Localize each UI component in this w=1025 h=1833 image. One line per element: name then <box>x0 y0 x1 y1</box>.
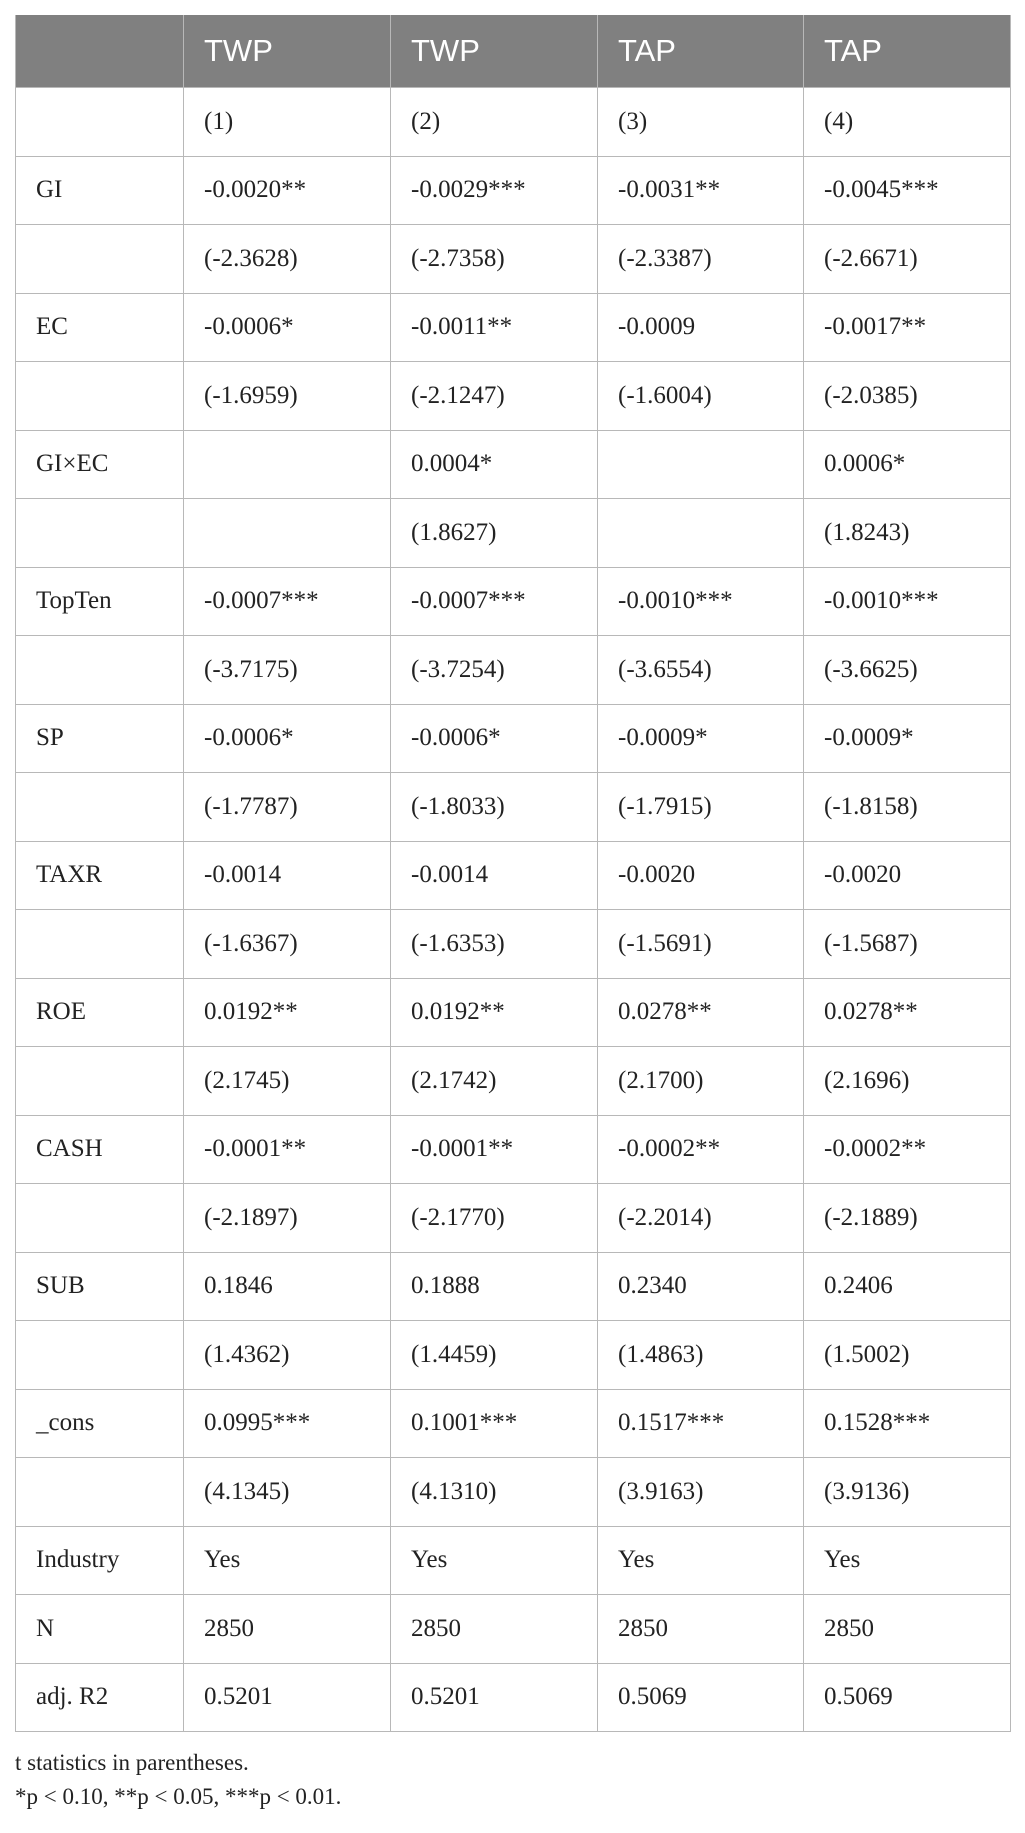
header-cell-model-1: TWP <box>184 15 391 88</box>
value-cell: 0.5069 <box>598 1663 804 1732</box>
table-notes <box>15 1746 1010 1814</box>
value-cell: -0.0010*** <box>598 567 804 636</box>
value-cell: -0.0020 <box>598 841 804 910</box>
value-cell: 2850 <box>391 1595 598 1664</box>
table-row <box>16 567 1011 636</box>
row-label-cell <box>16 773 184 842</box>
value-cell: 0.0192** <box>184 978 391 1047</box>
value-cell: (-1.6353) <box>391 910 598 979</box>
value-cell: Yes <box>804 1526 1011 1595</box>
value-cell: (3.9136) <box>804 1458 1011 1527</box>
value-cell: -0.0014 <box>184 841 391 910</box>
row-label-cell: TAXR <box>16 841 184 910</box>
table-row <box>16 1047 1011 1116</box>
value-cell: (-1.6367) <box>184 910 391 979</box>
header-cell-model-3: TAP <box>598 15 804 88</box>
row-label-cell <box>16 910 184 979</box>
row-label-cell <box>16 636 184 705</box>
value-cell: 0.5201 <box>184 1663 391 1732</box>
value-cell: 0.1517*** <box>598 1389 804 1458</box>
value-cell: -0.0020 <box>804 841 1011 910</box>
table-row <box>16 362 1011 431</box>
value-cell: (-1.5687) <box>804 910 1011 979</box>
value-cell: (2.1745) <box>184 1047 391 1116</box>
value-cell: -0.0014 <box>391 841 598 910</box>
value-cell: (-1.7915) <box>598 773 804 842</box>
value-cell: (-2.6671) <box>804 225 1011 294</box>
header-row <box>16 15 1011 88</box>
value-cell: (1.8627) <box>391 499 598 568</box>
row-label-cell <box>16 225 184 294</box>
value-cell: 0.5201 <box>391 1663 598 1732</box>
value-cell: (2.1696) <box>804 1047 1011 1116</box>
table-row <box>16 636 1011 705</box>
value-cell: (4.1345) <box>184 1458 391 1527</box>
note-t-statistics: t statistics in parentheses. <box>15 1750 249 1775</box>
value-cell: (1.4459) <box>391 1321 598 1390</box>
value-cell: (-2.7358) <box>391 225 598 294</box>
value-cell: (1.5002) <box>804 1321 1011 1390</box>
row-label-cell: SP <box>16 704 184 773</box>
value-cell: -0.0001** <box>184 1115 391 1184</box>
value-cell: Yes <box>391 1526 598 1595</box>
value-cell: (2.1700) <box>598 1047 804 1116</box>
row-label-cell: N <box>16 1595 184 1664</box>
row-label-cell <box>16 1458 184 1527</box>
row-label-cell: CASH <box>16 1115 184 1184</box>
value-cell: (-3.7175) <box>184 636 391 705</box>
value-cell: -0.0006* <box>184 293 391 362</box>
row-label-cell <box>16 1184 184 1253</box>
value-cell: (1.4863) <box>598 1321 804 1390</box>
row-label-cell <box>16 1321 184 1390</box>
value-cell: (-1.8033) <box>391 773 598 842</box>
regression-table-container <box>15 15 1010 1732</box>
value-cell: 2850 <box>804 1595 1011 1664</box>
value-cell: -0.0007*** <box>184 567 391 636</box>
value-cell: Yes <box>598 1526 804 1595</box>
value-cell: (1.4362) <box>184 1321 391 1390</box>
value-cell: (4) <box>804 88 1011 157</box>
value-cell: (-1.5691) <box>598 910 804 979</box>
value-cell: (-1.6959) <box>184 362 391 431</box>
value-cell: -0.0002** <box>598 1115 804 1184</box>
header-cell-model-2: TWP <box>391 15 598 88</box>
row-label-cell: GI <box>16 156 184 225</box>
value-cell: (-1.6004) <box>598 362 804 431</box>
value-cell: -0.0009 <box>598 293 804 362</box>
value-cell: -0.0011** <box>391 293 598 362</box>
row-label-cell: GI×EC <box>16 430 184 499</box>
value-cell: -0.0007*** <box>391 567 598 636</box>
value-cell: (2.1742) <box>391 1047 598 1116</box>
value-cell <box>184 499 391 568</box>
value-cell: (-2.1770) <box>391 1184 598 1253</box>
row-label-cell: ROE <box>16 978 184 1047</box>
row-label-cell: TopTen <box>16 567 184 636</box>
value-cell: -0.0002** <box>804 1115 1011 1184</box>
value-cell: (-2.1897) <box>184 1184 391 1253</box>
value-cell <box>184 430 391 499</box>
value-cell: (4.1310) <box>391 1458 598 1527</box>
value-cell: -0.0045*** <box>804 156 1011 225</box>
row-label-cell: Industry <box>16 1526 184 1595</box>
value-cell: -0.0031** <box>598 156 804 225</box>
value-cell <box>598 499 804 568</box>
value-cell: (-3.6625) <box>804 636 1011 705</box>
table-row <box>16 910 1011 979</box>
value-cell: (-3.6554) <box>598 636 804 705</box>
table-row <box>16 293 1011 362</box>
value-cell: (-1.8158) <box>804 773 1011 842</box>
row-label-cell: _cons <box>16 1389 184 1458</box>
value-cell: 0.0006* <box>804 430 1011 499</box>
row-label-cell: EC <box>16 293 184 362</box>
value-cell: 0.0192** <box>391 978 598 1047</box>
regression-table <box>15 15 1011 1732</box>
value-cell: (-2.3628) <box>184 225 391 294</box>
value-cell: 0.5069 <box>804 1663 1011 1732</box>
table-row <box>16 1526 1011 1595</box>
value-cell: -0.0010*** <box>804 567 1011 636</box>
value-cell: -0.0009* <box>598 704 804 773</box>
value-cell: (-3.7254) <box>391 636 598 705</box>
value-cell: (-2.1889) <box>804 1184 1011 1253</box>
value-cell: (1.8243) <box>804 499 1011 568</box>
table-row <box>16 1252 1011 1321</box>
table-row <box>16 1389 1011 1458</box>
table-row <box>16 1458 1011 1527</box>
table-row <box>16 1663 1011 1732</box>
value-cell: (3) <box>598 88 804 157</box>
table-row <box>16 1321 1011 1390</box>
note-significance-levels: *p < 0.10, **p < 0.05, ***p < 0.01. <box>15 1784 342 1809</box>
value-cell: 2850 <box>598 1595 804 1664</box>
table-row <box>16 704 1011 773</box>
value-cell <box>598 430 804 499</box>
value-cell: 0.2406 <box>804 1252 1011 1321</box>
table-row <box>16 1184 1011 1253</box>
row-label-cell <box>16 88 184 157</box>
value-cell: -0.0006* <box>391 704 598 773</box>
value-cell: -0.0029*** <box>391 156 598 225</box>
row-label-cell: SUB <box>16 1252 184 1321</box>
value-cell: -0.0020** <box>184 156 391 225</box>
table-row <box>16 156 1011 225</box>
value-cell: 0.1846 <box>184 1252 391 1321</box>
value-cell: 0.1528*** <box>804 1389 1011 1458</box>
value-cell: -0.0017** <box>804 293 1011 362</box>
value-cell: 0.2340 <box>598 1252 804 1321</box>
row-label-cell <box>16 362 184 431</box>
header-cell-model-4: TAP <box>804 15 1011 88</box>
table-row <box>16 88 1011 157</box>
table-row <box>16 841 1011 910</box>
table-row <box>16 978 1011 1047</box>
value-cell: -0.0001** <box>391 1115 598 1184</box>
value-cell: 0.1001*** <box>391 1389 598 1458</box>
value-cell: (-1.7787) <box>184 773 391 842</box>
value-cell: -0.0009* <box>804 704 1011 773</box>
value-cell: -0.0006* <box>184 704 391 773</box>
table-row <box>16 430 1011 499</box>
value-cell: Yes <box>184 1526 391 1595</box>
row-label-cell <box>16 1047 184 1116</box>
value-cell: (3.9163) <box>598 1458 804 1527</box>
row-label-cell: adj. R2 <box>16 1663 184 1732</box>
value-cell: 0.0004* <box>391 430 598 499</box>
value-cell: 0.0278** <box>598 978 804 1047</box>
value-cell: (-2.1247) <box>391 362 598 431</box>
table-body <box>16 88 1011 1732</box>
table-row <box>16 1115 1011 1184</box>
table-row <box>16 1595 1011 1664</box>
value-cell: (1) <box>184 88 391 157</box>
header-cell-variable <box>16 15 184 88</box>
table-header <box>16 15 1011 88</box>
value-cell: (-2.2014) <box>598 1184 804 1253</box>
value-cell: (-2.3387) <box>598 225 804 294</box>
value-cell: (2) <box>391 88 598 157</box>
value-cell: 0.0278** <box>804 978 1011 1047</box>
table-row <box>16 499 1011 568</box>
row-label-cell <box>16 499 184 568</box>
value-cell: 2850 <box>184 1595 391 1664</box>
value-cell: 0.1888 <box>391 1252 598 1321</box>
table-row <box>16 225 1011 294</box>
value-cell: 0.0995*** <box>184 1389 391 1458</box>
value-cell: (-2.0385) <box>804 362 1011 431</box>
table-row <box>16 773 1011 842</box>
